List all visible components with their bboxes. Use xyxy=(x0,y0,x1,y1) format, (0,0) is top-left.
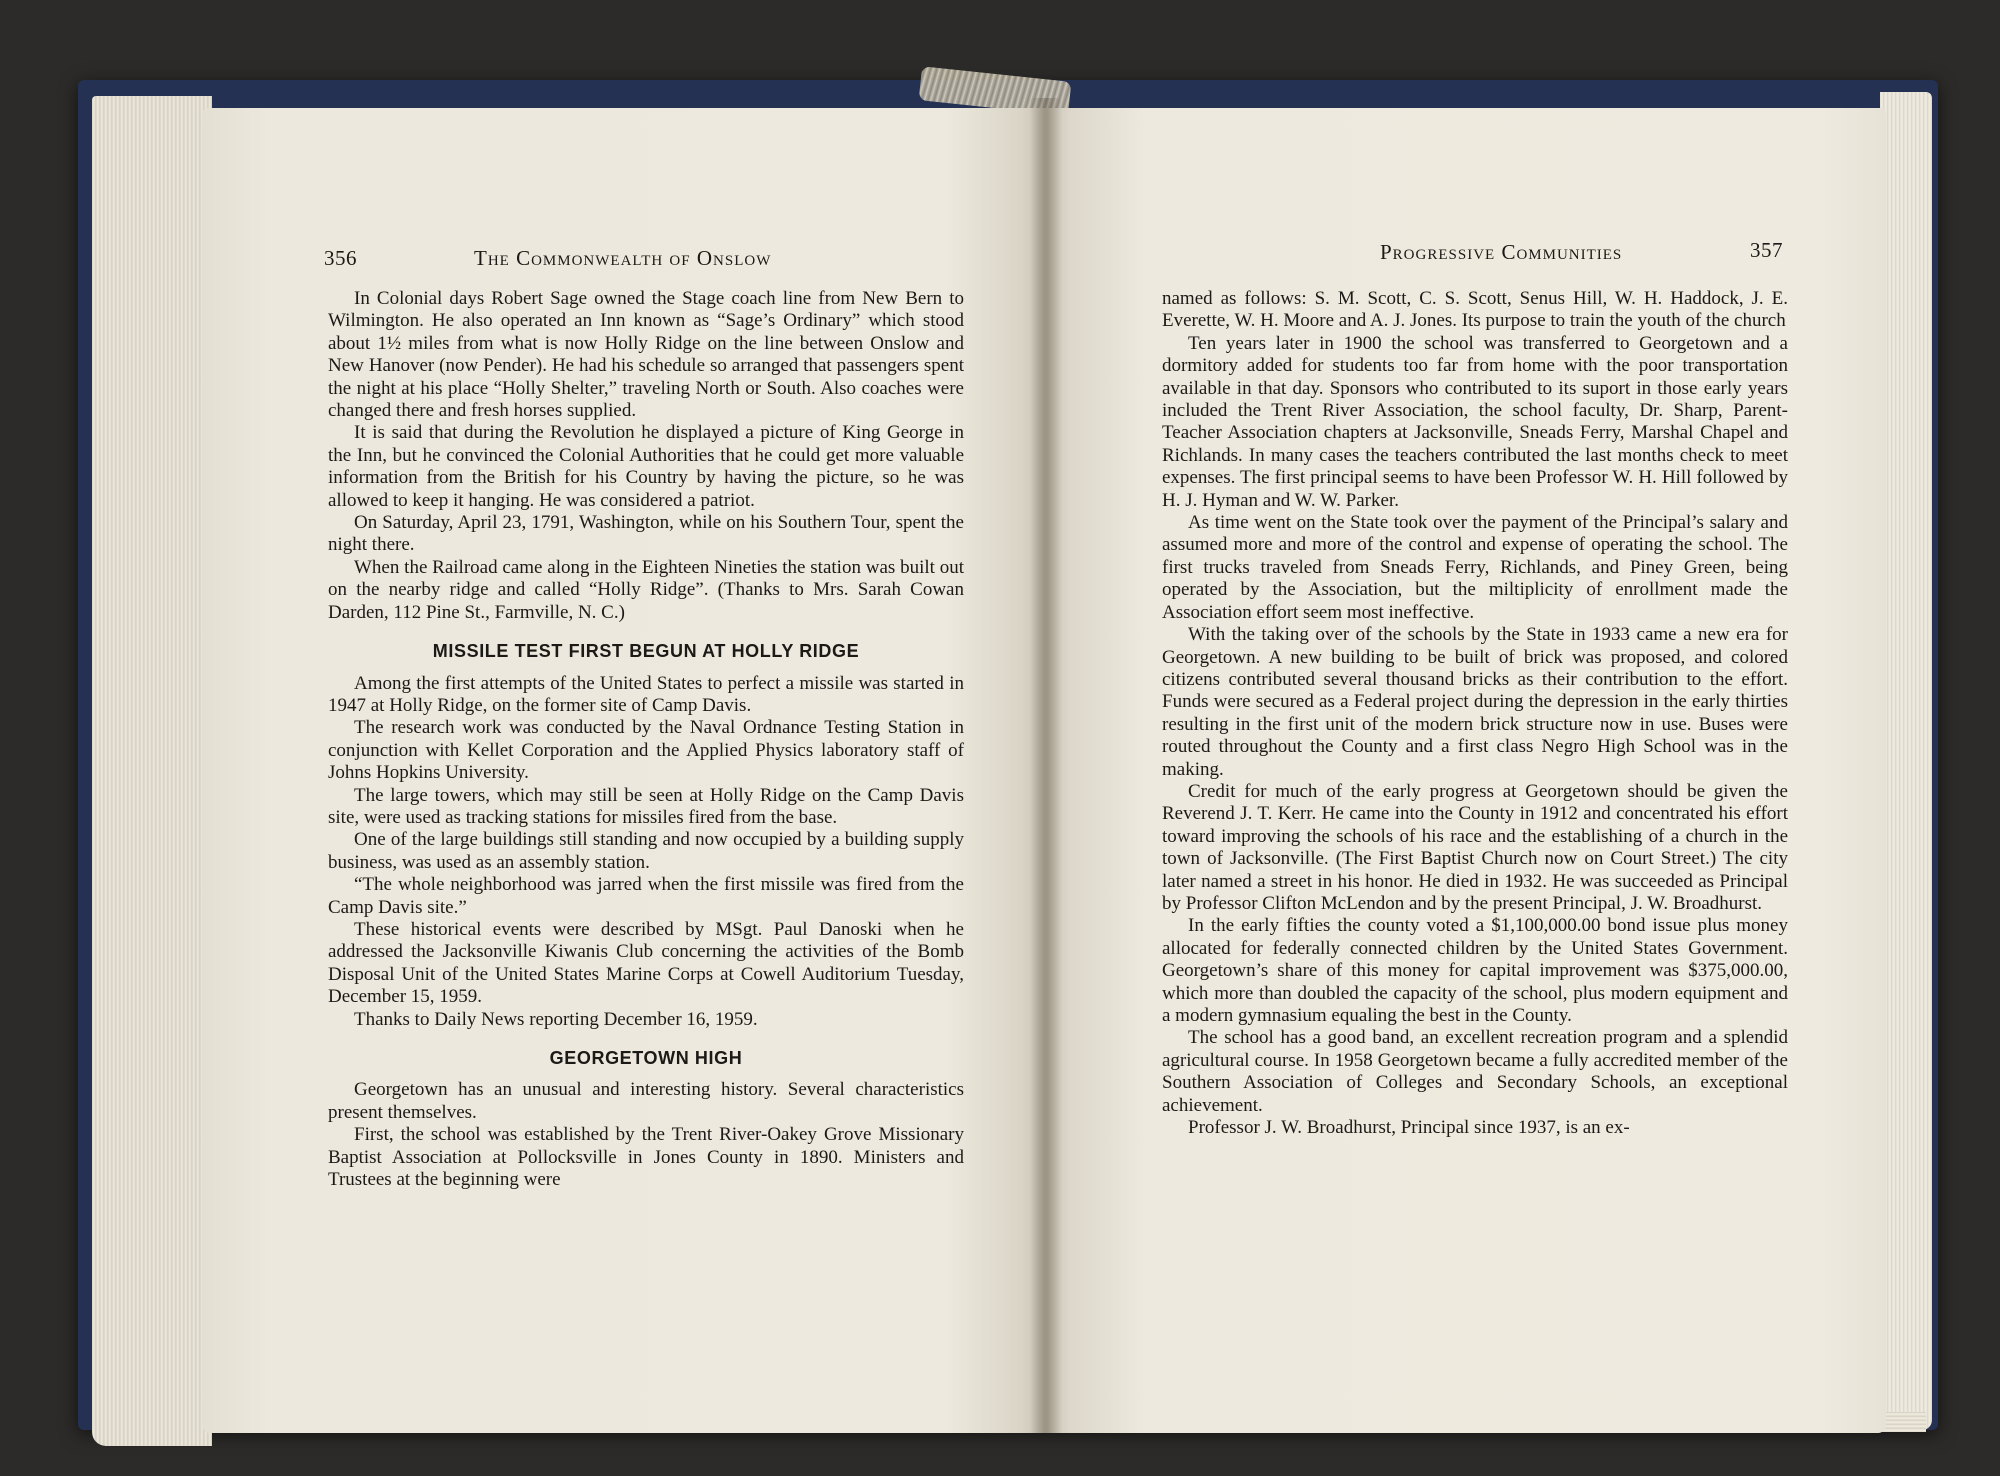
paragraph: The research work was conducted by the Naval Ordnance Testing Station in conjunction with Kellet Corporation and the Applied Physics laboratory staff of Johns Hopkins University. xyxy=(328,717,964,784)
paragraph: The school has a good band, an excellent recreation program and a splendid agricultural course. In 1958 Georgetown became a fully accredited member of the Southern Association of Colleges and Secondary Schools, an exceptional achievement. xyxy=(1162,1027,1788,1116)
section-heading: GEORGETOWN HIGH xyxy=(549,1048,743,1068)
paragraph: In Colonial days Robert Sage owned the Stage coach line from New Bern to Wilmington. He also operated an Inn known as “Sage’s Ordinary” which stood about 1½ miles from what is now Holly Ridge on the line between Onslow and New Hanover (now Pender). He had his schedule so arranged that passengers spent the night at his place “Holly Shelter,” traveling North or South. Also coaches were changed there and fresh horses supplied. xyxy=(328,288,964,422)
paragraph: Among the first attempts of the United States to perfect a missile was started in 1947 at Holly Ridge, on the former site of Camp Davis. xyxy=(328,672,964,716)
section-heading: MISSILE TEST FIRST BEGUN AT HOLLY RIDGE xyxy=(432,641,860,662)
paragraph: In the early fifties the county voted a $1,100,000.00 bond issue plus money allocated for federally connected children by the United States Government. Georgetown’s share of this money for capital improvement was $375,000.00, which more than doubled the capacity of the school, plus modern equipment and a modern gymnasium equaling the best in the County. xyxy=(1162,915,1788,1026)
paragraph: “The whole neighborhood was jarred when the first missile was fired from the Camp Davis site.” xyxy=(328,874,964,918)
paragraph: With the taking over of the schools by the State in 1933 came a new era for Georgetown. A new building to be built of brick was proposed, and colored citizens contributed several thousand bricks as their contribution to the effort. Funds were secured as a Federal project during the depression in the early thirties resulting in the first unit of the modern brick structure now in use. Buses were routed throughout the County and a first class Negro High School was in the making. xyxy=(1162,624,1788,780)
left-running-head: The Commonwealth of Onslow xyxy=(474,246,772,270)
paragraph: When the Railroad came along in the Eighteen Nineties the station was built out on the nearby ridge and called “Holly Ridge”. (Thanks to Mrs. Sarah Cowan Darden, 112 Pine St., Farmville, N. C.) xyxy=(328,556,964,623)
paragraph: named as follows: S. M. Scott, C. S. Scott, Senus Hill, W. H. Haddock, J. E. Everette, W. H. Moore and A. J. Jones. Its purpose to train the youth of the church xyxy=(1162,288,1788,332)
paragraph: As time went on the State took over the payment of the Principal’s salary and assumed more and more of the control and expense of operating the school. The first trucks traveled from Sneads Ferry, Richlands, and Piney Green, being operated by the Association, but the miltiplicity of enrollment made the Association effort seem most ineffective. xyxy=(1162,512,1788,623)
book-gutter xyxy=(1030,98,1062,1433)
paragraph: Thanks to Daily News reporting December 16, 1959. xyxy=(354,1008,758,1030)
right-page-text xyxy=(1162,288,1788,1139)
paragraph: One of the large buildings still standing and now occupied by a building supply business, was used as an assembly station. xyxy=(328,829,964,873)
page-edges-left xyxy=(92,96,212,1446)
page-edges-right xyxy=(1880,92,1932,1430)
right-page-number: 357 xyxy=(1750,238,1783,262)
right-running-head: Progressive Communities xyxy=(1380,240,1623,264)
paragraph: Georgetown has an unusual and interesting history. Several characteristics present themselves. xyxy=(328,1079,964,1123)
paragraph: On Saturday, April 23, 1791, Washington, while on his Southern Tour, spent the night there. xyxy=(328,512,964,556)
paragraph: These historical events were described by MSgt. Paul Danoski when he addressed the Jacksonville Kiwanis Club concerning the activities of the Bomb Disposal Unit of the United States Marine Corps at Cowell Auditorium Tuesday, December 15, 1959. xyxy=(328,918,964,1008)
paragraph: It is said that during the Revolution he displayed a picture of King George in the Inn, but he convinced the Colonial Authorities that he could get more valuable information from the British for his Country by having the picture, so he was allowed to keep it hanging. He was considered a patriot. xyxy=(328,422,964,511)
paragraph: Professor J. W. Broadhurst, Principal since 1937, is an ex- xyxy=(1188,1117,1630,1139)
paragraph: Credit for much of the early progress at Georgetown should be given the Reverend J. T. Kerr. He came into the County in 1912 and concentrated his effort toward improving the schools of his race and the establishing of a church in the town of Jacksonville. (The First Baptist Church now on Court Street.) The city later named a street in his honor. He died in 1932. He was succeeded as Principal by Professor Clifton McLendon and by the present Principal, J. W. Broadhurst. xyxy=(1162,780,1788,914)
paragraph: The large towers, which may still be seen at Holly Ridge on the Camp Davis site, were used as tracking stations for missiles fired from the base. xyxy=(328,784,964,828)
left-page-text xyxy=(328,288,964,1191)
paragraph: First, the school was established by the Trent River-Oakey Grove Missionary Baptist Association at Pollocksville in Jones County in 1890. Ministers and Trustees at the beginning were xyxy=(328,1124,964,1191)
paragraph: Ten years later in 1900 the school was transferred to Georgetown and a dormitory added for students too far from home with the poor transportation available in that day. Sponsors who contributed to its suport in those early years included the Trent River Association, the school faculty, Dr. Sharp, Parent-Teacher Association chapters at Jacksonville, Sneads Ferry, Marshal Chapel and Richlands. In many cases the teachers contributed the last months check to meet expenses. The first principal seems to have been Professor W. H. Hill followed by H. J. Hyman and W. W. Parker. xyxy=(1162,332,1788,511)
left-page-number: 356 xyxy=(324,246,357,270)
